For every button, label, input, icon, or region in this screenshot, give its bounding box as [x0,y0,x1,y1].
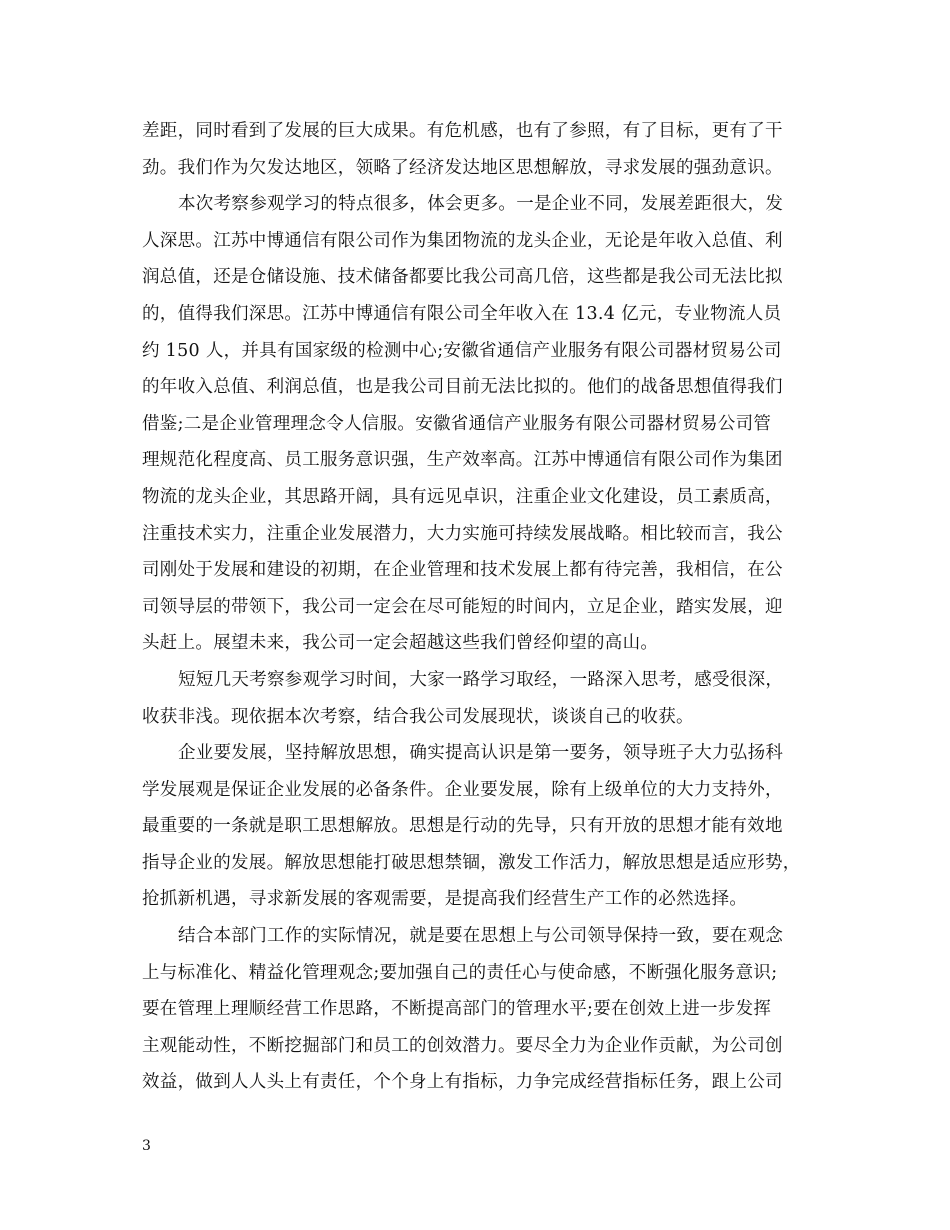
text-line: 抢抓新机遇，寻求新发展的客观需要，是提高我们经营生产工作的必然选择。 [142,889,748,910]
paragraph-start-line: 短短几天考察参观学习时间，大家一路学习取经，一路深入思考，感受很深， [178,669,784,690]
body-text [142,113,822,1101]
text-line: 上与标准化、精益化管理观念;要加强自己的责任心与使命感，不断强化服务意识; [142,962,778,983]
text-line: 理规范化程度高、员工服务意识强，生产效率高。江苏中博通信有限公司作为集团 [142,450,783,471]
text-line: 物流的龙头企业，其思路开阔，具有远见卓识，注重企业文化建设，员工素质高， [142,486,783,507]
text-line: 收获非浅。现依据本次考察，结合我公司发展现状，谈谈自己的收获。 [142,706,694,727]
text-line: 的，值得我们深思。江苏中博通信有限公司全年收入在 13.4 亿元，专业物流人员 [142,303,782,324]
paragraph-start-line: 本次考察参观学习的特点很多，体会更多。一是企业不同，发展差距很大，发 [178,194,784,215]
text-line: 主观能动性，不断挖掘部门和员工的创效潜力。要尽全力为企业作贡献，为公司创 [142,1035,783,1056]
text-line: 司刚处于发展和建设的初期，在企业管理和技术发展上都有待完善，我相信，在公 [142,560,783,581]
text-line: 约 150 人，并具有国家级的检测中心;安徽省通信产业服务有限公司器材贸易公司 [142,340,782,361]
text-line: 要在管理上理顺经营工作思路，不断提高部门的管理水平;要在创效上进一步发挥 [142,999,772,1020]
paragraph-start-line: 结合本部门工作的实际情况，就是要在思想上与公司领导保持一致，要在观念 [178,926,784,947]
text-line: 指导企业的发展。解放思想能打破思想禁锢，激发工作活力，解放思想是适应形势， [142,852,801,873]
text-line: 司领导层的带领下，我公司一定会在尽可能短的时间内，立足企业，踏实发展，迎 [142,596,783,617]
text-line: 人深思。江苏中博通信有限公司作为集团物流的龙头企业，无论是年收入总值、利 [142,230,783,251]
text-line: 头赶上。展望未来，我公司一定会超越这些我们曾经仰望的高山。 [142,633,659,654]
text-line: 注重技术实力，注重企业发展潜力，大力实施可持续发展战略。相比较而言，我公 [142,523,783,544]
text-line: 最重要的一条就是职工思想解放。思想是行动的先导，只有开放的思想才能有效地 [142,816,783,837]
page-number: 3 [142,1138,151,1154]
paragraph-start-line: 企业要发展，坚持解放思想，确实提高认识是第一要务，领导班子大力弘扬科 [178,743,784,764]
text-line: 的年收入总值、利润总值，也是我公司目前无法比拟的。他们的战备思想值得我们 [142,377,783,398]
text-line: 润总值，还是仓储设施、技术储备都要比我公司高几倍，这些都是我公司无法比拟 [142,267,783,288]
text-line: 效益，做到人人头上有责任，个个身上有指标，力争完成经营指标任务，跟上公司 [142,1072,783,1093]
text-line: 劲。我们作为欠发达地区，领略了经济发达地区思想解放，寻求发展的强劲意识。 [142,157,783,178]
text-line: 差距，同时看到了发展的巨大成果。有危机感，也有了参照，有了目标，更有了干 [142,121,783,141]
text-line: 学发展观是保证企业发展的必备条件。企业要发展，除有上级单位的大力支持外， [142,779,783,800]
text-line: 借鉴;二是企业管理理念令人信服。安徽省通信产业服务有限公司器材贸易公司管 [142,413,772,434]
